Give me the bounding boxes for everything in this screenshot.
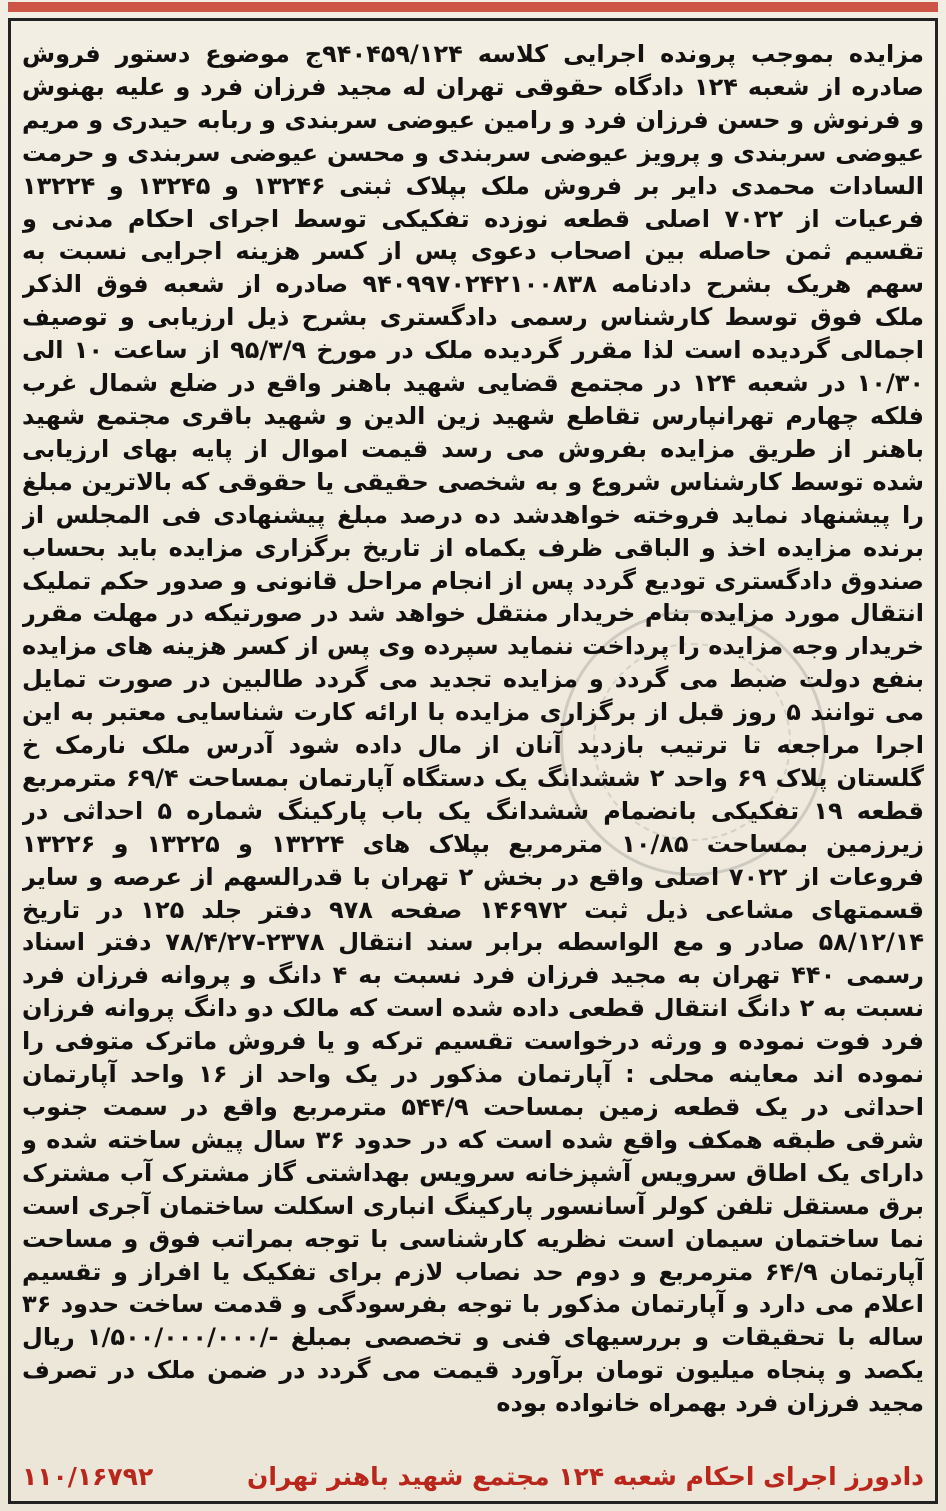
top-header-strip xyxy=(0,0,946,14)
auction-notice-text: مزایده بموجب پرونده اجرایی کلاسه ۹۴۰۴۵۹/۱۲۴ج موضوع دستور فروش صادره از شعبه ۱۲۴ دادگاه حقوقی تهران له مجید فرزان فرد و علیه بهنوش و فرنوش و حسن فرزان فرد و رامین عیوضی سربندی و ربابه حیدری و مریم عیوضی سربندی و پرویز عیوضی سربندی و محسن عیوضی سربندی و حرمت السادات محمدی دایر بر فروش ملک بپلاک ثبتی ۱۳۲۴۶ و ۱۳۲۴۵ و ۱۳۲۲۴ فرعیات از ۷۰۲۲ اصلی قطعه نوزده تفکیکی توسط اجرای احکام مدنی و تقسیم ثمن حاصله بین اصحاب دعوی پس از کسر هزینه اجرایی نسبت به سهم هریک بشرح دادنامه ۹۴۰۹۹۷۰۲۴۲۱۰۰۸۳۸ صادره از شعبه فوق الذکر ملک فوق توسط کارشناس رسمی دادگستری بشرح ذیل ارزیابی و توصیف اجمالی گردیده است لذا مقرر گردیده ملک در مورخ ۹۵/۳/۹ از ساعت ۱۰ الی ۱۰/۳۰ در شعبه ۱۲۴ در مجتمع قضایی شهید باهنر واقع در ضلع شمال غرب فلکه چهارم تهرانپارس تقاطع شهید زین الدین و شهید باقری مجتمع شهید باهنر از طریق مزایده بفروش می رسد قیمت اموال از پایه بهای ارزیابی شده توسط کارشناس شروع و به شخصی حقیقی یا حقوقی که بالاترین مبلغ را پیشنهاد نماید فروخته خواهدشد ده درصد مبلغ پیشنهادی فی المجلس از برنده مزایده اخذ و الباقی ظرف یکماه از تاریخ برگزاری مزایده باید بحساب صندوق دادگستری تودیع گردد پس از انجام مراحل قانونی و صدور حکم تملیک انتقال مورد مزایده بنام خریدار منتقل خواهد شد در صورتیکه در مهلت مقرر خریدار وجه مزایده را پرداخت ننماید سپرده وی پس از کسر هزینه های مزایده بنفع دولت ضبط می گردد و مزایده تجدید می گردد طالبین در صورت تمایل می توانند ۵ روز قبل از برگزاری مزایده با ارائه کارت شناسایی معتبر به این اجرا مراجعه تا ترتیب بازدید آنان از مال داده شود آدرس ملک نارمک خ گلستان پلاک ۶۹ واحد ۲ ششدانگ یک دستگاه آپارتمان بمساحت ۶۹/۴ مترمربع قطعه ۱۹ تفکیکی بانضمام ششدانگ یک باب پارکینگ شماره ۵ احداثی در زیرزمین بمساحت ۱۰/۸۵ مترمربع بپلاک های ۱۳۲۲۴ و ۱۳۲۲۵ و ۱۳۲۲۶ فروعات از ۷۰۲۲ اصلی واقع در بخش ۲ تهران با قدرالسهم از عرصه و سایر قسمتهای مشاعی ذیل ثبت ۱۴۶۹۷۲ صفحه ۹۷۸ دفتر جلد ۱۲۵ در تاریخ ۵۸/۱۲/۱۴ صادر و مع الواسطه برابر سند انتقال ۲۳۷۸-۷۸/۴/۲۷ دفتر اسناد رسمی ۴۴۰ تهران به مجید فرزان فرد نسبت به ۴ دانگ و پروانه فرزان فرد نسبت به ۲ دانگ انتقال قطعی داده شده است که مالک دو دانگ پروانه فرزان فرد فوت نموده و ورثه درخواست تقسیم ترکه و یا فروش ماترک متوفی را نموده اند معاینه محلی : آپارتمان مذکور در یک واحد از ۱۶ واحد آپارتمان احداثی در یک قطعه زمین بمساحت ۵۴۴/۹ مترمربع واقع در سمت جنوب شرقی طبقه همکف واقع شده است که در حدود ۳۶ سال پیش ساخته شده و دارای یک اطاق سرویس آشپزخانه سرویس بهداشتی گاز مشترک آب مشترک برق مستقل تلفن کولر آسانسور پارکینگ انباری اسکلت ساختمان آجری است نما ساختمان سیمان است نظریه کارشناسی با توجه بمراتب فوق و مساحت آپارتمان ۶۴/۹ مترمربع و دوم حد نصاب لازم برای تفکیک یا افراز و تقسیم اعلام می دارد و آپارتمان مذکور با توجه بفرسودگی و قدمت ساخت حدود ۳۶ ساله با تحقیقات و بررسیهای فنی و تخصصی بمبلغ -/۱/۵۰۰/۰۰۰/۰۰۰ ریال یکصد و پنجاه میلیون تومان برآورد قیمت می گردد در ضمن ملک در تصرف مجید فرزان فرد بهمراه خانواده بوده xyxy=(22,40,924,1418)
ad-number: ۱۱۰/۱۶۷۹۲ xyxy=(22,1461,154,1491)
signature-line: دادورز اجرای احکام شعبه ۱۲۴ مجتمع شهید باهنر تهران xyxy=(247,1461,924,1491)
ad-footer xyxy=(22,1456,924,1496)
red-header-bar xyxy=(8,2,938,12)
